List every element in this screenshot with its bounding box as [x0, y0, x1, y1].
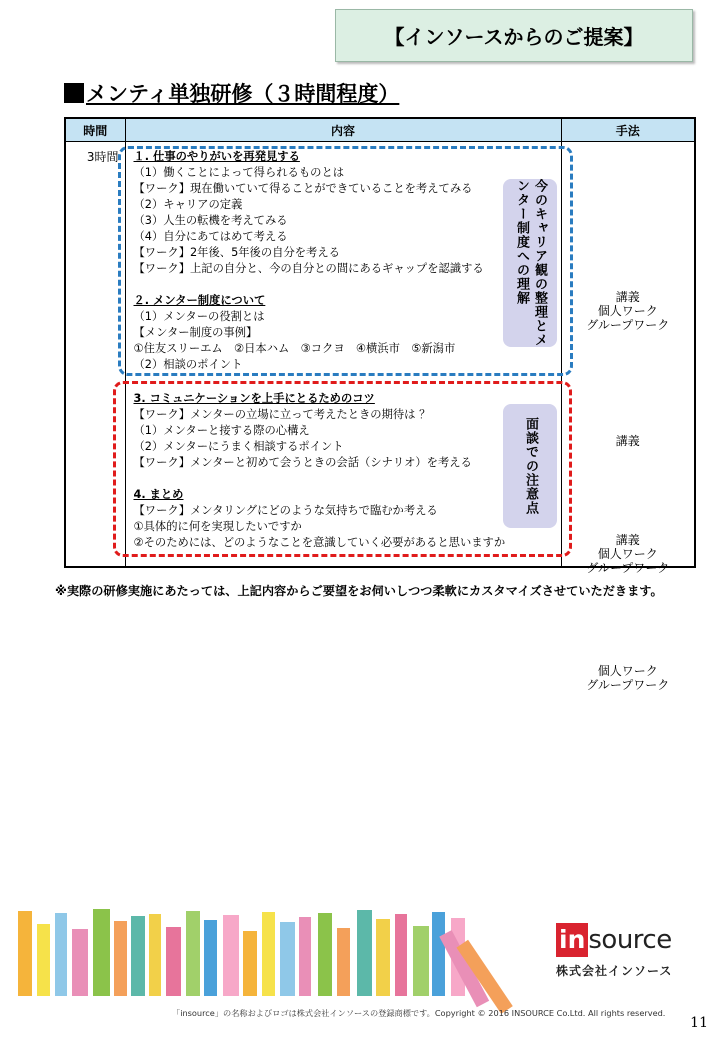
book-stripe: [395, 914, 407, 996]
content-line: 【ワーク】現在働いていて得ることができていることを考えてみる: [133, 182, 473, 195]
content-line: 【ワーク】2年後、5年後の自分を考える: [133, 246, 340, 259]
method-item: グループワーク: [586, 318, 670, 332]
book-stripe: [413, 926, 429, 996]
customization-note: ※実際の研修実施にあたっては、上記内容からご要望をお伺いしつつ柔軟にカスタマイズさせていただきます。: [55, 584, 663, 598]
content-line: 【ワーク】メンターの立場に立って考えたときの期待は ？: [133, 408, 431, 421]
content-line: 【ワーク】メンタリングにどのような気持ちで臨むか考える: [133, 504, 438, 517]
copyright-text: 「insource」の名称およびロゴは株式会社インソースの登録商標です。Copyright © 2016 INSOURCE Co.Ltd. All rights reserved.: [172, 1008, 666, 1018]
book-stripe: [166, 927, 181, 996]
logo-source: source: [588, 925, 672, 955]
book-stripe: [72, 929, 88, 996]
method-item: 個人ワーク: [597, 547, 658, 561]
book-stripe: [318, 913, 332, 996]
content-heading: １. 仕事のやりがいを再発見する: [133, 150, 300, 163]
content-line: （1）メンターと接する際の心構え: [133, 424, 310, 437]
content-line: ①住友スリーエム ②日本ハム ③コクヨ ④横浜市 ⑤新潟市: [133, 342, 456, 355]
book-stripe: [280, 922, 295, 996]
content-heading: ２. メンター制度について: [133, 294, 266, 307]
content-line: （2）キャリアの定義: [133, 198, 243, 211]
book-stripe: [55, 913, 67, 996]
book-stripe: [223, 915, 239, 996]
content-heading: 4. まとめ: [133, 488, 184, 501]
book-stripe: [149, 914, 161, 996]
content-line: （4）自分にあてはめて考える: [133, 230, 288, 243]
content-line: ①具体的に何を実現したいですか: [133, 520, 302, 533]
insource-logo: [556, 923, 672, 957]
book-stripe: [357, 910, 372, 996]
page-number: 11: [690, 1015, 708, 1031]
method-item: 個人ワーク: [597, 304, 658, 318]
header-time: 時間: [65, 118, 125, 142]
book-stripe: [131, 916, 145, 996]
book-stripe: [93, 909, 110, 996]
content-line: （1）メンターの役割とは: [133, 310, 265, 323]
book-stripe: [243, 931, 257, 996]
content-line: 【メンター制度の事例】: [133, 326, 258, 339]
method-item: 講義: [615, 290, 640, 304]
method-item: 個人ワーク: [597, 664, 658, 678]
content-line: （2）メンターにうまく相談するポイント: [133, 440, 344, 453]
method-item: グループワーク: [586, 678, 670, 692]
book-stripe: [186, 911, 200, 996]
time-cell: 3時間: [65, 142, 125, 568]
content-line: （1）働くことによって得られるものとは: [133, 166, 345, 179]
callout-interview-points: 面談での注意点: [503, 404, 557, 528]
method-item: グループワーク: [586, 561, 670, 575]
book-stripe: [376, 919, 390, 996]
book-stripe: [337, 928, 350, 996]
section-title-text: メンティ単独研修（３時間程度）: [86, 82, 400, 106]
book-stripe: [18, 911, 32, 996]
book-stripe: [114, 921, 127, 996]
proposal-title: 【インソースからのご提案】: [384, 25, 644, 49]
book-stripe: [37, 924, 50, 996]
header-method: 手法: [561, 118, 695, 142]
content-line: （3）人生の転機を考えてみる: [133, 214, 288, 227]
method-item: 講義: [615, 533, 640, 547]
logo-in: in: [556, 923, 588, 957]
company-name: 株式会社インソース: [556, 964, 673, 978]
content-line: 【ワーク】メンターと初めて会うときの会話（シナリオ）を考える: [133, 456, 472, 469]
book-stripe: [432, 912, 445, 996]
header-content: 内容: [125, 118, 561, 142]
book-stripe: [299, 917, 311, 996]
content-line: 【ワーク】上記の自分と、今の自分との間にあるギャップを認識する: [133, 262, 484, 275]
book-stripe: [262, 912, 275, 996]
content-heading: 3. コミュニケーションを上手にとるためのコツ: [133, 392, 375, 405]
content-line: （2）相談のポイント: [133, 358, 243, 371]
content-line: ②そのためには、どのようなことを意識していく必要があると思いますか: [133, 536, 506, 549]
callout-career-understanding: 今のキャリア観の整理とメンター制度への理解: [503, 179, 557, 347]
book-stripe: [204, 920, 217, 996]
method-item: 講義: [615, 434, 640, 448]
